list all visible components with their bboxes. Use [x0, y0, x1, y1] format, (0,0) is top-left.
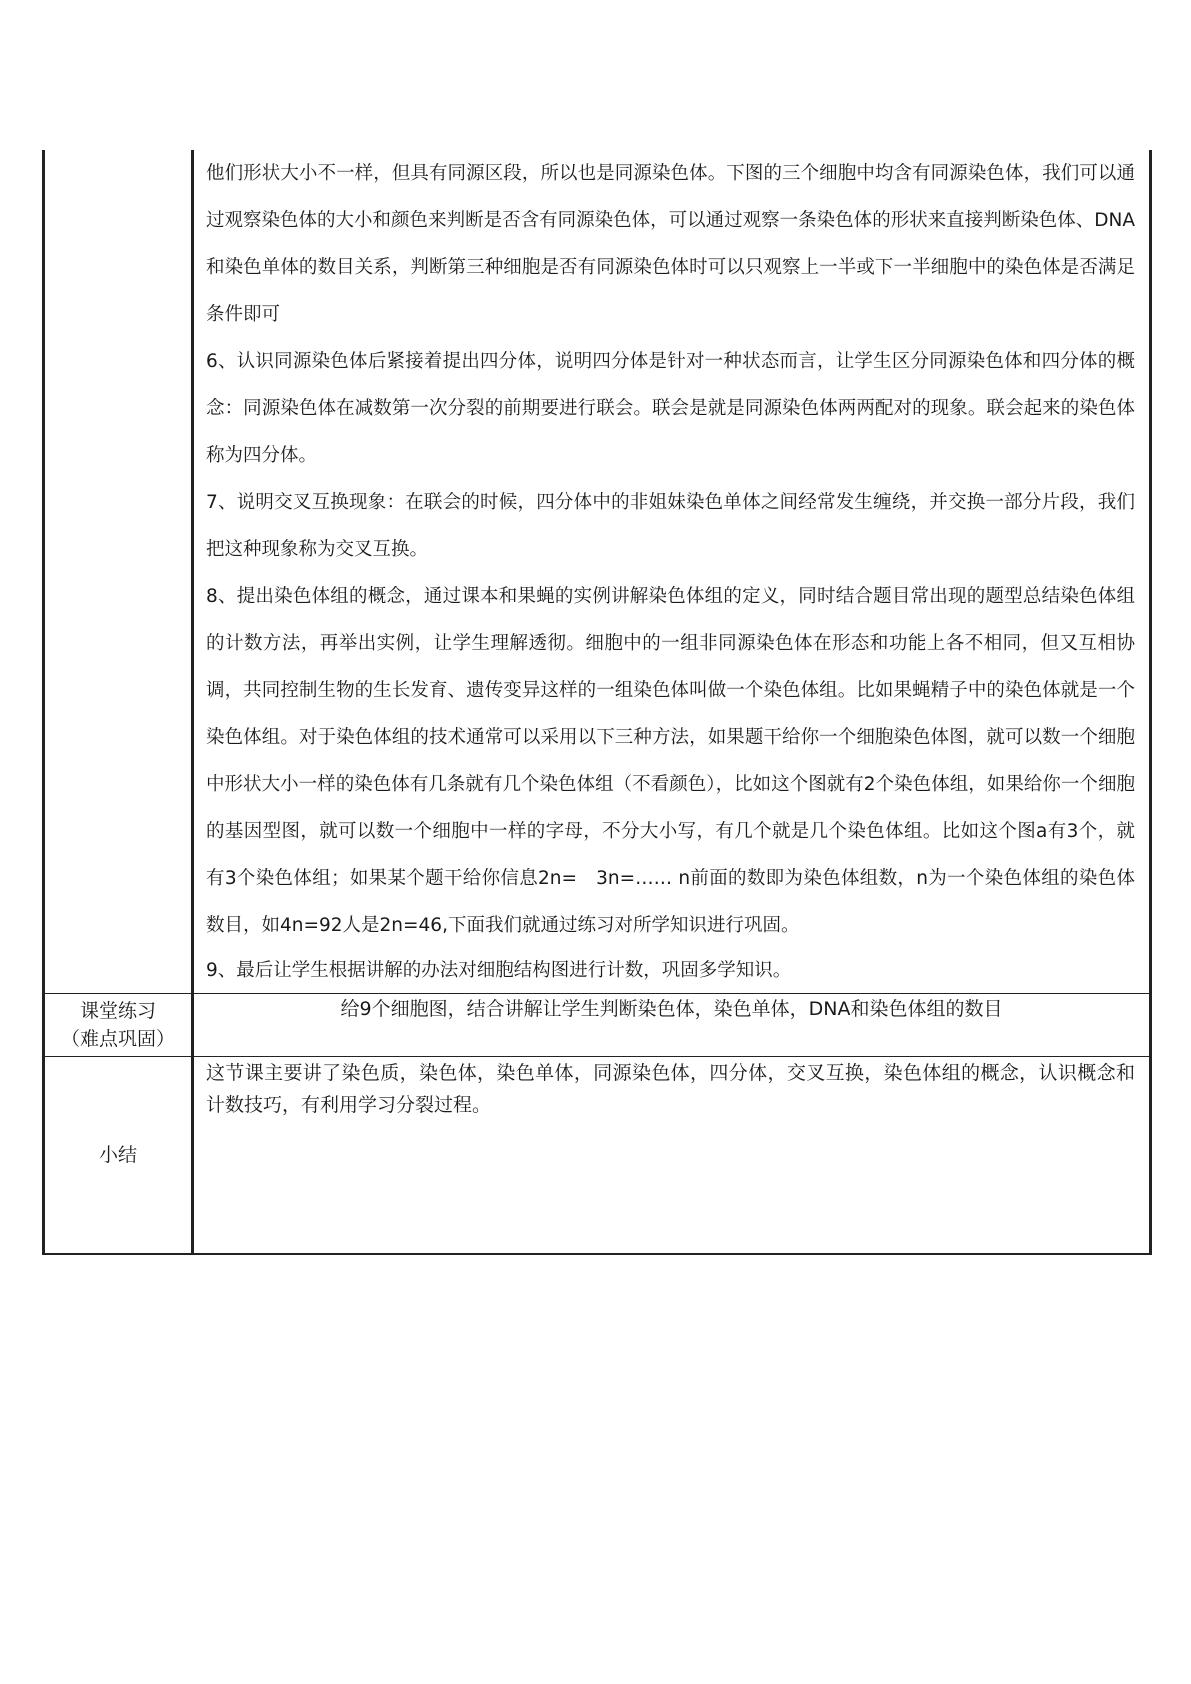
summary-text: 这节课主要讲了染色质，染色体，染色单体，同源染色体，四分体，交叉互换，染色体组的概念，认识概念和计数技巧，有利用学习分裂过程。	[206, 1062, 1135, 1116]
summary-row	[44, 1057, 1151, 1255]
summary-label: 小结	[98, 1144, 137, 1166]
teaching-process-content-cell	[193, 150, 1151, 994]
paragraph-counting-practice: 9、最后让学生根据讲解的办法对细胞结构图进行计数，巩固多学知识。	[206, 960, 792, 981]
paragraph-homologous-chromosomes: 他们形状大小不一样，但具有同源区段，所以也是同源染色体。下图的三个细胞中均含有同源染色体，我们可以通过观察染色体的大小和颜色来判断是否含有同源染色体，可以通过观察一条染色体的形状来直接判断染色体、DNA和染色单体的数目关系，判断第三种细胞是否有同源染色体时可以只观察上一半或下一半细胞中的染色体是否满足条件即可	[206, 163, 1135, 325]
summary-label-cell	[44, 1057, 193, 1255]
teaching-process-row	[44, 150, 1151, 994]
teaching-process-label-cell	[44, 150, 193, 994]
lesson-plan-table	[42, 150, 1152, 1255]
paragraph-chromosome-set: 8、提出染色体组的概念，通过课本和果蝇的实例讲解染色体组的定义，同时结合题目常出现的题型总结染色体组的计数方法，再举出实例，让学生理解透彻。细胞中的一组非同源染色体在形态和功能上各不相同，但又互相协调，共同控制生物的生长发育、遗传变异这样的一组染色体叫做一个染色体组。比如果蝇精子中的染色体就是一个染色体组。对于染色体组的技术通常可以采用以下三种方法，如果题干给你一个细胞染色体图，就可以数一个细胞中形状大小一样的染色体有几条就有几个染色体组（不看颜色），比如这个图就有2个染色体组，如果给你一个细胞的基因型图，就可以数一个细胞中一样的字母，不分大小写，有几个就是几个染色体组。比如这个图a有3个，就有3个染色体组；如果某个题干给你信息2n= 3n=…… n前面的数即为染色体组数，n为一个染色体组的染色体数目，如4n=92人是2n=46,下面我们就通过练习对所学知识进行巩固。	[206, 586, 1135, 936]
classroom-practice-sublabel: （难点巩固）	[60, 1028, 175, 1050]
paragraph-tetrad: 6、认识同源染色体后紧接着提出四分体，说明四分体是针对一种状态而言，让学生区分同源染色体和四分体的概念：同源染色体在减数第一次分裂的前期要进行联会。联会是就是同源染色体两两配对的现象。联会起来的染色体称为四分体。	[206, 351, 1135, 466]
classroom-practice-label-cell	[44, 994, 193, 1057]
paragraph-crossing-over: 7、说明交叉互换现象：在联会的时候，四分体中的非姐妹染色单体之间经常发生缠绕，并交换一部分片段，我们把这种现象称为交叉互换。	[206, 492, 1135, 560]
classroom-practice-text: 给9个细胞图，结合讲解让学生判断染色体，染色单体，DNA和染色体组的数目	[340, 998, 1003, 1020]
summary-content-cell	[193, 1057, 1151, 1255]
classroom-practice-content-cell	[193, 994, 1151, 1057]
teaching-process-text	[194, 150, 1149, 993]
classroom-practice-row	[44, 994, 1151, 1057]
classroom-practice-label: 课堂练习	[79, 1000, 156, 1022]
